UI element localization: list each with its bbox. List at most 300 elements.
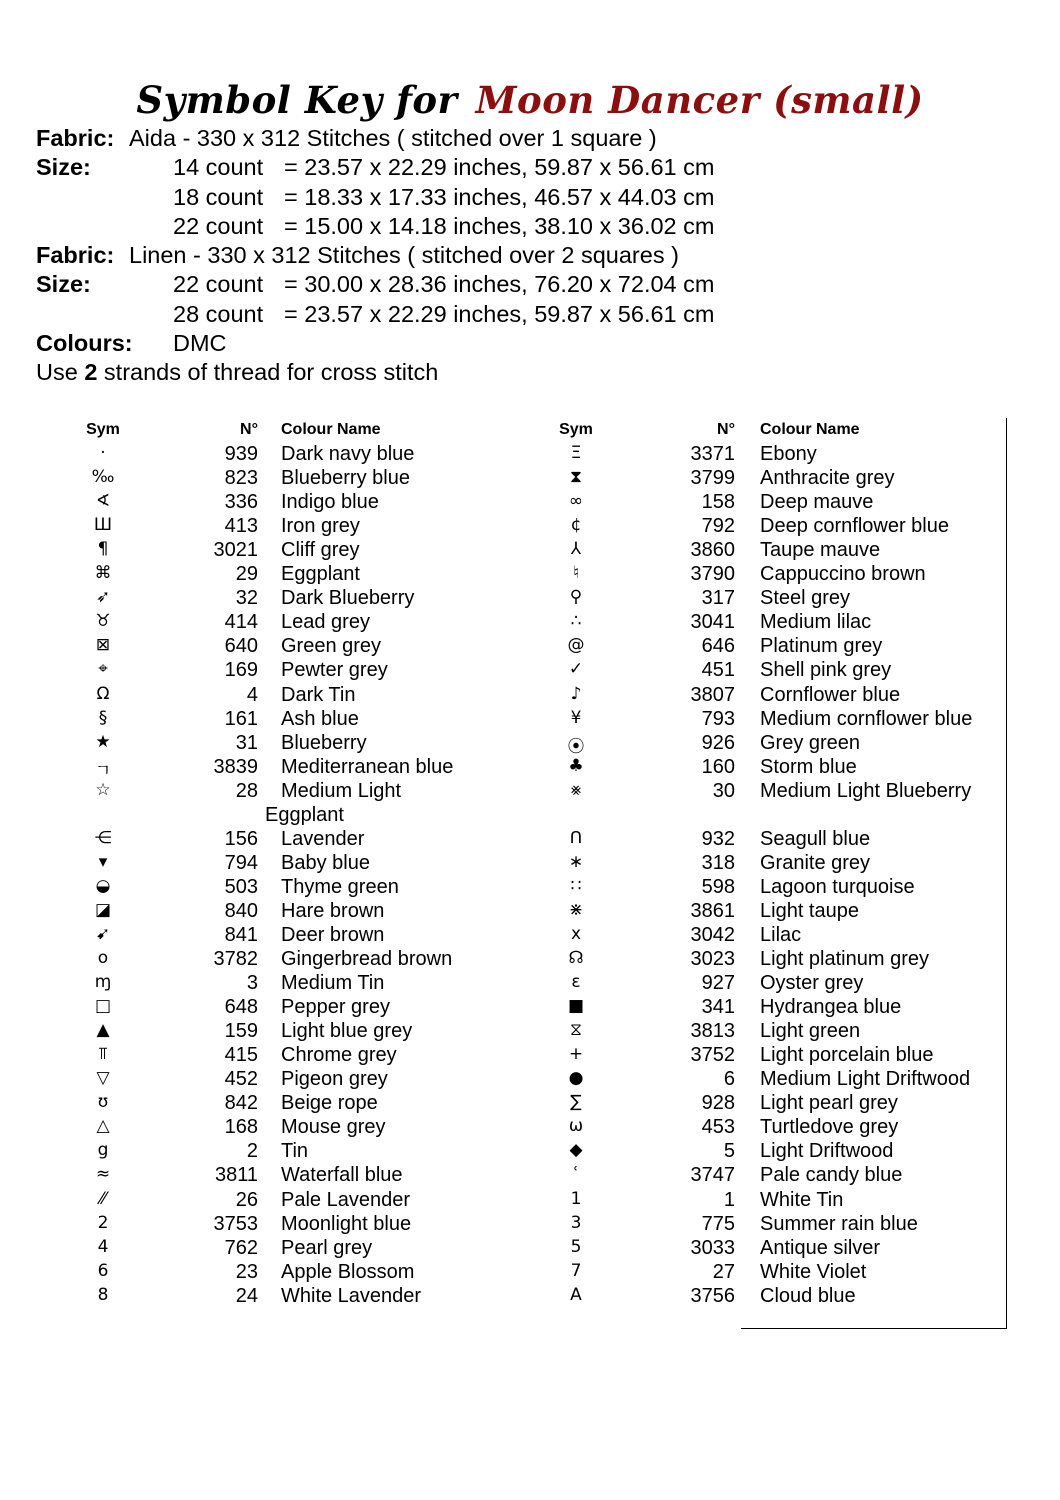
symbol-glyph: g [97,1140,109,1161]
colour-name: Lead grey [281,611,370,634]
strands-count: 2 [84,359,98,386]
symbol-glyph: ⌖ [98,659,108,680]
symbol-glyph: ∷ [570,875,582,896]
table-row [556,1260,1006,1284]
fabric-linen-value: Linen - 330 x 312 Stitches ( stitched over 2 squares ) [129,242,679,269]
size-count: 22 count [173,271,264,298]
title-prefix: Symbol Key for [136,78,458,122]
table-row [556,634,1006,658]
colour-name: Light pearl grey [760,1092,898,1115]
dmc-number: 3756 [690,1284,735,1307]
table-row [83,1115,503,1139]
colour-name: Apple Blossom [281,1260,415,1283]
table-border-bottom [741,1328,1007,1329]
table-row [83,947,503,971]
symbol-glyph: ◆ [569,1140,583,1161]
dmc-number: 27 [712,1260,735,1283]
colour-name: Green grey [281,635,382,658]
colour-name: Storm blue [760,755,857,778]
colour-name: Cliff grey [281,539,360,562]
colour-name: Hydrangea blue [760,996,902,1019]
table-row [83,442,503,466]
dmc-number: 646 [701,635,735,658]
symbol-glyph: ㄱ [94,760,112,781]
table-row [83,538,503,562]
symbol-glyph: 6 [97,1260,109,1281]
symbol-glyph: ⫪ [98,1044,108,1065]
symbol-glyph: ⋇ [568,899,584,920]
colour-name: White Tin [760,1188,844,1211]
dmc-number: 3371 [690,443,735,466]
dmc-number: 24 [235,1284,258,1307]
dmc-number: 6 [723,1068,735,1091]
colour-name: Hare brown [281,899,385,922]
symbol-glyph: o [97,948,109,969]
dmc-number: 503 [224,875,258,898]
dmc-number: 26 [235,1188,258,1211]
symbol-glyph: ε [571,972,581,993]
dmc-number: 3041 [690,611,735,634]
table-header [83,418,503,442]
colour-name: Gingerbread brown [281,948,453,971]
table-row [556,658,1006,682]
symbol-glyph: ♮ [572,563,580,584]
table-row [556,1067,1006,1091]
colour-name: Grey green [760,731,861,754]
symbol-glyph: ᑎ [569,827,583,848]
table-row [556,707,1006,731]
symbol-glyph: ⋲ [94,827,112,848]
colour-name: Seagull blue [760,827,871,850]
colour-name: Cloud blue [760,1284,856,1307]
table-row [83,1284,503,1308]
symbol-glyph: ⌘ [94,563,112,584]
colour-name-continued: Eggplant [265,803,344,826]
dmc-number: 160 [701,755,735,778]
symbol-glyph: ★ [95,731,111,752]
table-row [556,1091,1006,1115]
dmc-number: 775 [701,1212,735,1235]
sym-header: Sym [559,421,593,438]
size-count: 22 count [173,212,264,239]
dmc-number: 3782 [213,948,258,971]
symbol-glyph: ʊ [97,1092,109,1113]
table-row [83,490,503,514]
table-row-continuation [83,803,503,827]
table-row [556,947,1006,971]
table-row [83,658,503,682]
table-row [83,1236,503,1260]
table-row [556,514,1006,538]
symbol-glyph: ⚲ [569,587,583,608]
table-row [556,995,1006,1019]
table-row [556,827,1006,851]
table-row [83,514,503,538]
dmc-number: 341 [701,996,735,1019]
symbol-glyph: △ [96,1116,110,1137]
table-row [556,851,1006,875]
dmc-number: 453 [701,1116,735,1139]
table-row [556,1115,1006,1139]
colour-name: Blueberry [281,731,367,754]
size-dims: = 18.33 x 17.33 inches, 46.57 x 44.03 cm [284,183,715,210]
dmc-number: 3023 [690,948,735,971]
num-header: N° [717,421,735,438]
table-row [83,586,503,610]
dmc-number: 3811 [214,1164,258,1187]
table-row [83,707,503,731]
symbol-glyph: ▽ [96,1068,110,1089]
table-row [556,1139,1006,1163]
table-row [83,1212,503,1236]
table-row [83,995,503,1019]
colour-name: Pepper grey [281,996,390,1019]
dmc-number: 452 [224,1068,258,1091]
symbol-glyph: ☊ [568,948,584,969]
colour-name: Pigeon grey [281,1068,388,1091]
colour-name: Pewter grey [281,659,388,682]
table-header [556,418,1006,442]
symbol-glyph: 1 [570,1188,582,1209]
colour-name: Taupe mauve [760,539,881,562]
colour-name: Dark Tin [281,683,356,706]
sym-header: Sym [86,421,120,438]
table-row [83,851,503,875]
dmc-number: 3790 [690,563,735,586]
colour-name: Medium Light Driftwood [760,1068,971,1091]
strands-text-pre: Use [36,359,85,386]
symbol-glyph: ♣ [568,755,584,776]
colour-name: Medium Light Blueberry [760,779,972,802]
colour-name: Mouse grey [281,1116,386,1139]
table-row [83,1139,503,1163]
table-row [556,803,1006,827]
table-row [83,562,503,586]
table-row [556,1236,1006,1260]
colour-name: Eggplant [281,563,360,586]
dmc-number: 939 [224,443,258,466]
colour-name: Deep cornflower blue [760,515,949,538]
symbol-glyph: ∴ [570,611,582,632]
dmc-number: 3753 [213,1212,258,1235]
symbol-glyph: @ [567,635,585,656]
symbol-glyph: ⧗ [570,467,582,488]
table-row [556,683,1006,707]
table-row [83,1067,503,1091]
table-row [83,634,503,658]
symbol-glyph: ω [568,1116,584,1137]
symbol-glyph: 5 [570,1236,582,1257]
symbol-glyph: ■ [567,996,585,1017]
symbol-glyph: ∢ [95,491,111,512]
colour-name: Summer rain blue [760,1212,918,1235]
colour-name: Pearl grey [281,1236,373,1259]
table-row [83,779,503,803]
colour-name: Lagoon turquoise [760,875,915,898]
symbol-glyph: 2 [97,1212,109,1233]
dmc-number: 451 [701,659,735,682]
symbol-glyph: ∞ [568,491,584,512]
size-label: Size: [36,271,91,298]
table-row [556,923,1006,947]
dmc-number: 23 [235,1260,258,1283]
symbol-glyph: ▾ [98,851,108,872]
symbol-glyph: □ [94,996,112,1017]
dmc-number: 1 [723,1188,735,1211]
colour-name: Thyme green [281,875,399,898]
dmc-number: 336 [224,491,258,514]
symbol-glyph: ⨳ [570,779,582,800]
table-row [83,971,503,995]
dmc-number: 932 [701,827,735,850]
size-count: 18 count [173,183,264,210]
dmc-number: 841 [224,923,258,946]
table-row [556,466,1006,490]
symbol-glyph: ∗ [568,851,584,872]
dmc-number: 2 [246,1140,258,1163]
colour-name: Light porcelain blue [760,1044,934,1067]
dmc-number: 3799 [690,467,735,490]
table-row [556,1163,1006,1187]
colour-name: Lilac [760,923,802,946]
symbol-glyph: · [100,443,106,464]
dmc-number: 5 [723,1140,735,1163]
dmc-number: 317 [701,587,735,610]
table-row [83,1260,503,1284]
colour-name: Ebony [760,443,817,466]
colour-name: Ash blue [281,707,359,730]
dmc-number: 3747 [690,1164,735,1187]
dmc-number: 928 [701,1092,735,1115]
symbol-glyph: ◪ [94,899,112,920]
symbol-glyph: ● [568,1068,584,1089]
colour-name: Medium lilac [760,611,872,634]
fabric-info [36,124,715,388]
symbol-glyph: ≈ [95,1164,111,1185]
dmc-number: 3752 [690,1044,735,1067]
colours-value: DMC [173,330,227,357]
strands-text-post: strands of thread for cross stitch [97,359,439,386]
colour-name: Waterfall blue [281,1164,403,1187]
colour-name: Deer brown [281,923,385,946]
dmc-number: 3813 [690,1020,735,1043]
dmc-number: 169 [224,659,258,682]
colour-name: Cappuccino brown [760,563,926,586]
colour-name: Platinum grey [760,635,883,658]
symbol-glyph: ☆ [95,779,111,800]
size-dims: = 23.57 x 22.29 inches, 59.87 x 56.61 cm [284,154,715,181]
symbol-glyph: ♪ [570,683,582,704]
table-row [83,755,503,779]
dmc-number: 793 [701,707,735,730]
symbol-glyph: § [98,707,108,728]
colour-name: Oyster grey [760,972,864,995]
symbol-glyph: ➹ [95,923,111,944]
strands-note [36,358,438,387]
colour-name: Anthracite grey [760,467,895,490]
symbol-glyph: ʿ [573,1164,579,1185]
size-dims: = 15.00 x 14.18 inches, 38.10 x 36.02 cm [284,212,715,239]
symbol-glyph: Ш [93,515,113,536]
table-row [83,827,503,851]
table-row [83,1019,503,1043]
table-row [83,731,503,755]
dmc-number: 823 [224,467,258,490]
colour-name: Chrome grey [281,1044,397,1067]
dmc-number: 156 [224,827,258,850]
table-row [83,899,503,923]
colour-name: Light Driftwood [760,1140,894,1163]
dmc-number: 4 [246,683,258,706]
colour-name: Deep mauve [760,491,874,514]
dmc-number: 3 [246,972,258,995]
symbol-table-left [83,418,503,1308]
dmc-number: 840 [224,899,258,922]
dmc-number: 3839 [213,755,258,778]
colour-name: White Violet [760,1260,867,1283]
symbol-glyph: 3 [570,1212,582,1233]
dmc-number: 3033 [690,1236,735,1259]
table-row [556,1212,1006,1236]
colour-name: Dark Blueberry [281,587,415,610]
symbol-glyph: Ω [96,683,110,704]
size-dims: = 23.57 x 22.29 inches, 59.87 x 56.61 cm [284,300,715,327]
colour-name: Pale candy blue [760,1164,903,1187]
symbol-glyph: + [568,1044,584,1065]
name-header: Colour Name [281,421,381,438]
dmc-number: 158 [701,491,735,514]
dmc-number: 414 [224,611,258,634]
table-row [556,490,1006,514]
table-row [556,1188,1006,1212]
table-row [83,1043,503,1067]
dmc-number: 30 [712,779,735,802]
colour-name: Indigo blue [281,491,379,514]
colour-name: Tin [281,1140,309,1163]
colour-name: Pale Lavender [281,1188,410,1211]
symbol-glyph: ∑ [570,1092,582,1113]
table-row [556,610,1006,634]
symbol-glyph: ▲ [96,1020,110,1041]
colours-label: Colours: [36,330,133,357]
symbol-glyph: ⧖ [570,1020,582,1041]
dmc-number: 413 [224,515,258,538]
symbol-glyph: 7 [570,1260,582,1281]
dmc-number: 792 [701,515,735,538]
table-row [83,683,503,707]
fabric-aida-value: Aida - 330 x 312 Stitches ( stitched over 1 square ) [129,125,657,151]
dmc-number: 926 [701,731,735,754]
table-row [83,923,503,947]
table-border-right [1006,418,1007,1328]
symbol-glyph: ɱ [94,972,112,993]
table-row [556,586,1006,610]
symbol-glyph: ✓ [568,659,584,680]
dmc-number: 415 [224,1044,258,1067]
table-row [556,538,1006,562]
table-row [556,442,1006,466]
colour-name: Dark navy blue [281,443,415,466]
colour-name: White Lavender [281,1284,422,1307]
dmc-number: 794 [224,851,258,874]
symbol-glyph: ◒ [95,875,111,896]
colour-name: Beige rope [281,1092,378,1115]
table-row [556,755,1006,779]
colour-name: Moonlight blue [281,1212,412,1235]
dmc-number: 32 [235,587,258,610]
symbol-table-right [556,418,1006,1308]
symbol-glyph: ¥ [570,707,582,728]
table-row [556,899,1006,923]
size-count: 14 count [173,154,264,181]
symbol-glyph: ⁄⁄ [100,1188,106,1209]
symbol-glyph: ‰ [91,467,115,488]
dmc-number: 762 [224,1236,258,1259]
colour-name: Light taupe [760,899,859,922]
colour-name: Baby blue [281,851,370,874]
colour-name: Light blue grey [281,1020,413,1043]
pattern-name: Moon Dancer (small) [475,78,924,122]
dmc-number: 3861 [690,899,735,922]
dmc-number: 648 [224,996,258,1019]
colour-name: Medium Light [281,779,402,802]
dmc-number: 28 [235,779,258,802]
colour-name: Medium cornflower blue [760,707,973,730]
symbol-glyph: ¢ [570,515,582,536]
num-header: N° [240,421,258,438]
dmc-number: 159 [224,1020,258,1043]
symbol-glyph: ⊠ [95,635,111,656]
size-dims: = 30.00 x 28.36 inches, 76.20 x 72.04 cm [284,271,715,298]
symbol-glyph: ¶ [97,539,109,560]
dmc-number: 3860 [690,539,735,562]
symbol-glyph: ⦿ [567,736,585,757]
symbol-glyph: 4 [97,1236,109,1257]
table-row [83,610,503,634]
table-row [556,731,1006,755]
symbol-glyph: 8 [97,1284,109,1305]
table-row [556,562,1006,586]
size-count: 28 count [173,300,264,327]
table-row [83,1163,503,1187]
colour-name: Light green [760,1020,861,1043]
colour-name: Antique silver [760,1236,881,1259]
colour-name: Light platinum grey [760,948,929,971]
colour-name: Steel grey [760,587,851,610]
table-row [556,1043,1006,1067]
symbol-glyph: Ξ [570,443,582,464]
size-label: Size: [36,154,91,181]
colour-name: Granite grey [760,851,871,874]
fabric-label: Fabric: [36,125,115,151]
colour-name: Mediterranean blue [281,755,454,778]
table-row [556,875,1006,899]
colour-name: Turtledove grey [760,1116,899,1139]
symbol-glyph: ⅄ [570,539,582,560]
table-row [83,1091,503,1115]
name-header: Colour Name [760,421,860,438]
colour-name: Iron grey [281,515,360,538]
colour-name: Shell pink grey [760,659,892,682]
colour-name: Medium Tin [281,972,385,995]
colour-name: Cornflower blue [760,683,901,706]
dmc-number: 598 [701,875,735,898]
table-row [556,1284,1006,1308]
table-row [83,875,503,899]
symbol-glyph: A [570,1284,582,1305]
colour-name: Blueberry blue [281,467,410,490]
dmc-number: 3042 [690,923,735,946]
